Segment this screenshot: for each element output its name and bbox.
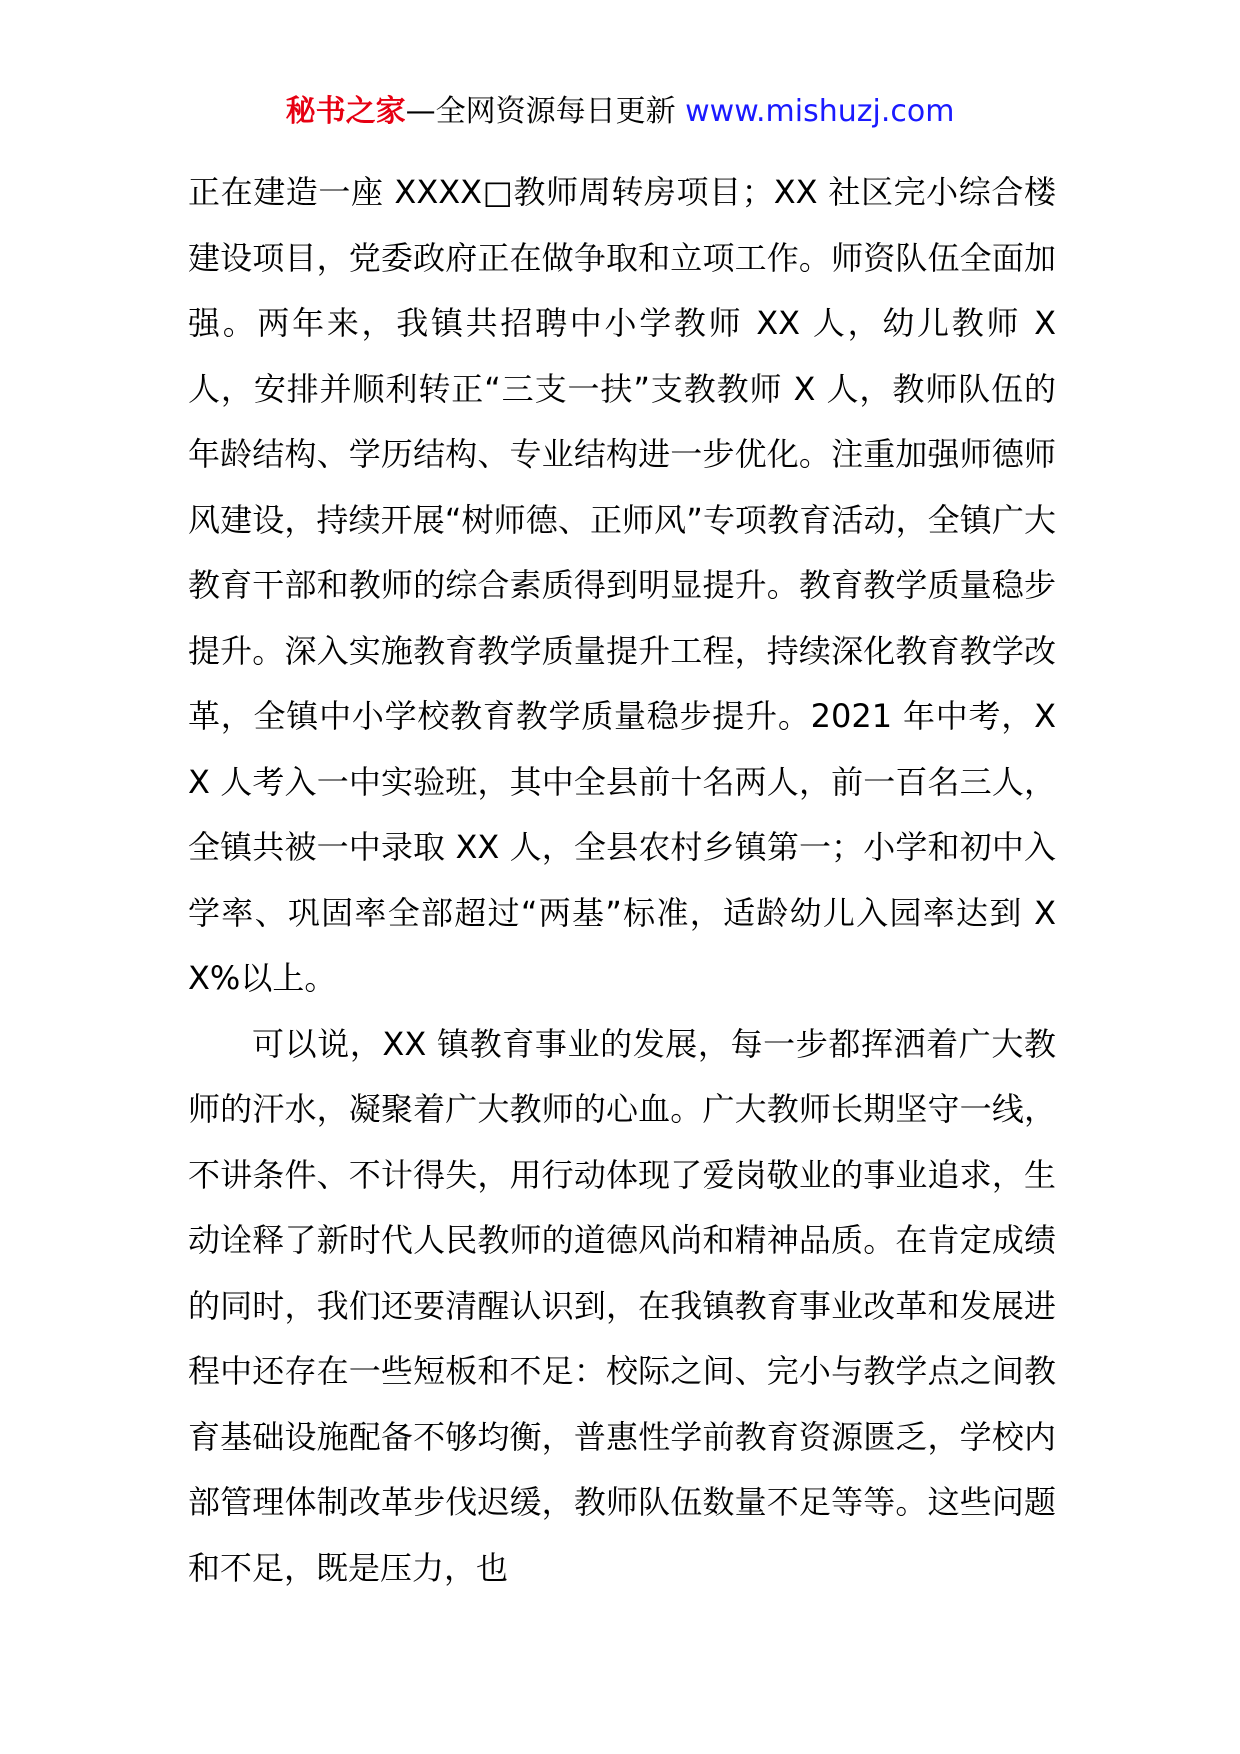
site-brand: 秘书之家 xyxy=(285,94,406,129)
site-url-link[interactable]: www.mishuzj.com xyxy=(685,94,955,129)
paragraph: 可以说，XX 镇教育事业的发展，每一步都挥洒着广大教师的汗水，凝聚着广大教师的心血。广大教师长期坚守一线，不讲条件、不计得失，用行动体现了爱岗敬业的事业追求，生动诠释了新时代人民教师的道德风尚和精神品质。在肯定成绩的同时，我们还要清醒认识到，在我镇教育事业改革和发展进程中还存在一些短板和不足：校际之间、完小与教学点之间教育基础设施配备不够均衡，普惠性学前教育资源匮乏，学校内部管理体制改革步伐迟缓，教师队伍数量不足等等。这些问题和不足，既是压力，也 xyxy=(188,1024,1056,1587)
document-body xyxy=(188,160,1056,1601)
site-tagline: —全网资源每日更新 xyxy=(405,94,676,129)
page-header xyxy=(0,92,1240,132)
paragraph-continued: 正在建造一座 XXXX□教师周转房项目；XX 社区完小综合楼建设项目，党委政府正在做争取和立项工作。师资队伍全面加强。两年来，我镇共招聘中小学教师 XX 人，幼儿教师 X 人，安排并顺利转正“三支一扶”支教教师 X 人，教师队伍的年龄结构、学历结构、专业结构进一步优化。注重加强师德师风建设，持续开展“树师德、正师风”专项教育活动，全镇广大教育干部和教师的综合素质得到明显提升。教育教学质量稳步提升。深入实施教育教学质量提升工程，持续深化教育教学改革，全镇中小学校教育教学质量稳步提升。2021 年中考，XX 人考入一中实验班，其中全县前十名两人，前一百名三人，全镇共被一中录取 XX 人，全县农村乡镇第一；小学和初中入学率、巩固率全部超过“两基”标准，适龄幼儿入园率达到 XX%以上。 xyxy=(188,173,1056,997)
